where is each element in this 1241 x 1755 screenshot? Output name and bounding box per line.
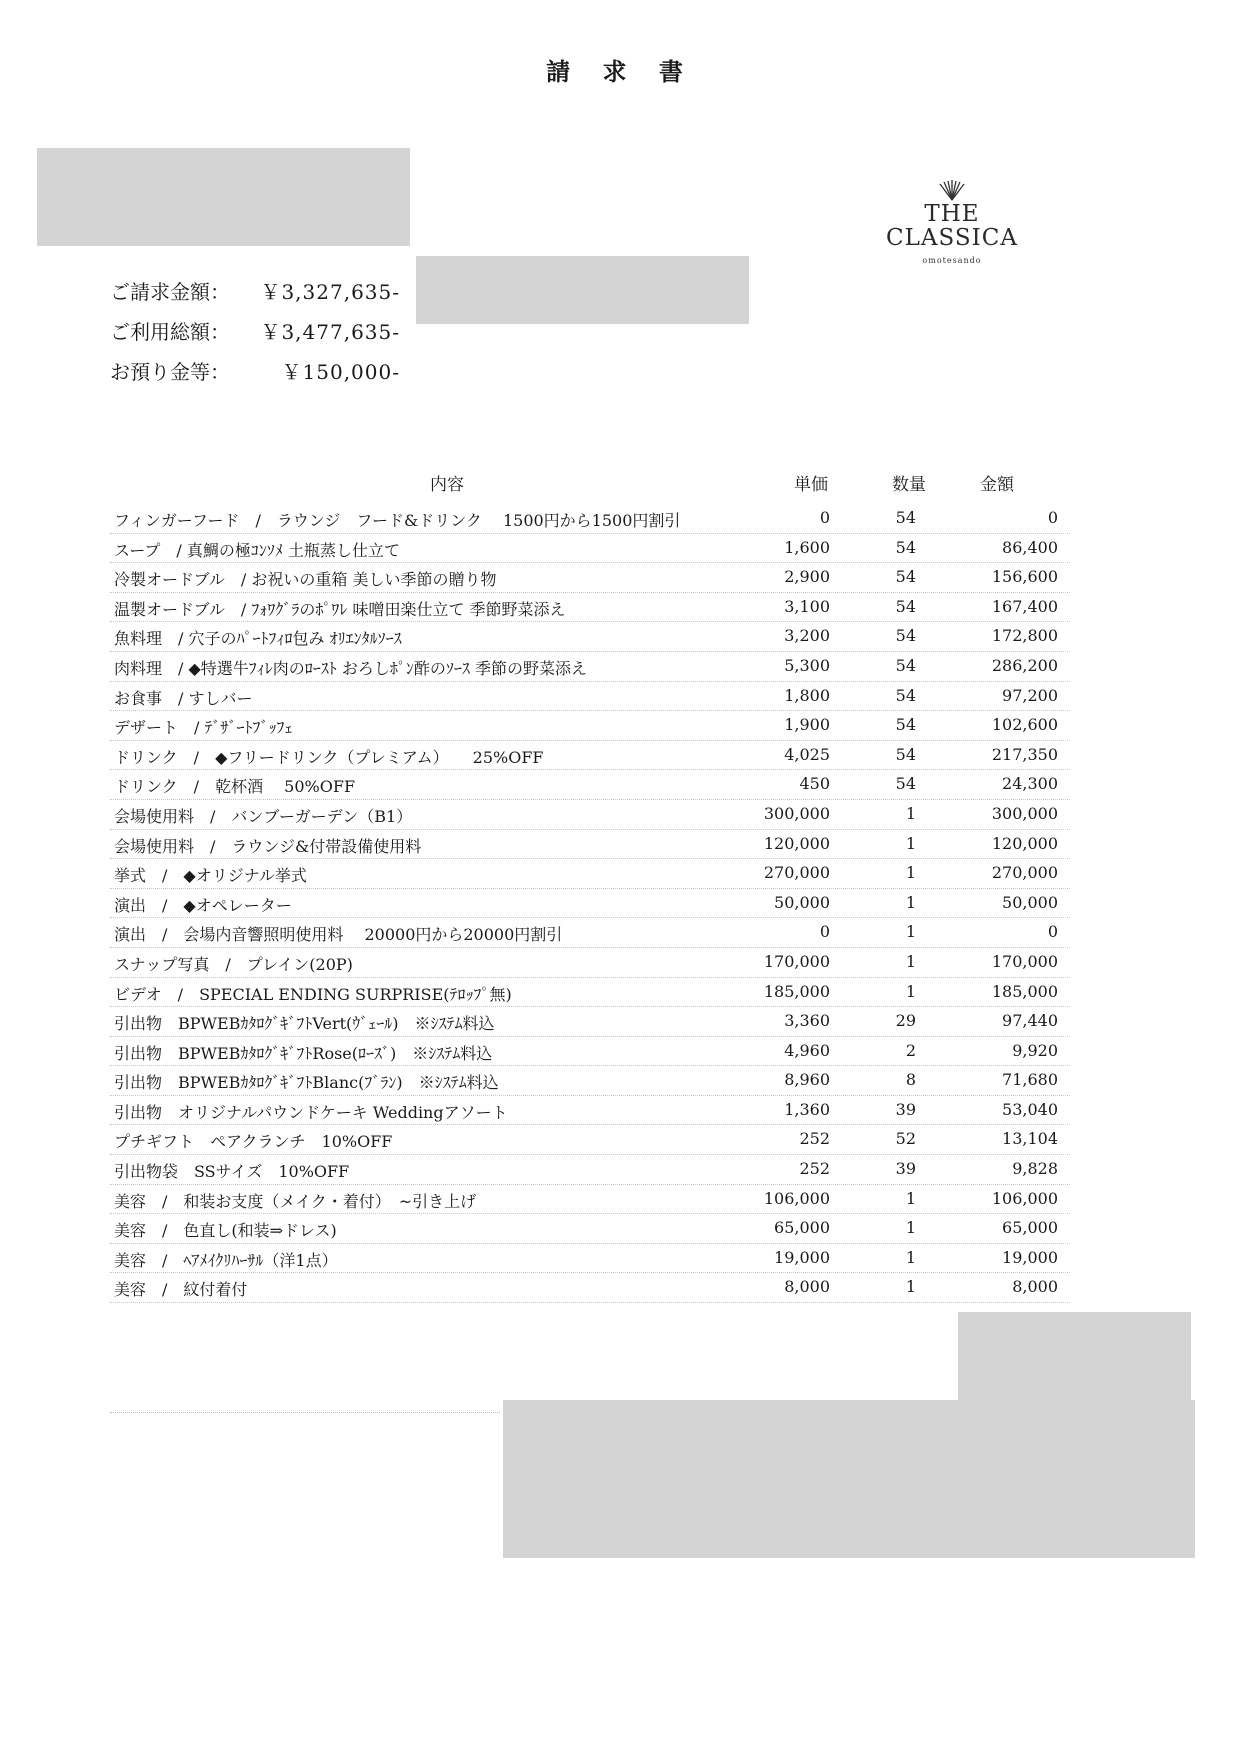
cell-qty: 1 (905, 863, 916, 883)
cell-desc: 美容 / 紋付着付 (114, 1280, 248, 1300)
cell-price: 3,360 (784, 1011, 830, 1031)
cell-desc: ビデオ / SPECIAL ENDING SURPRISE(ﾃﾛｯﾌﾟ無) (114, 984, 512, 1004)
summary-value: ￥150,000- (281, 360, 400, 384)
redacted-block (416, 256, 749, 324)
cell-desc: 引出物 オリジナルパウンドケーキ Weddingアソート (114, 1102, 508, 1122)
cell-price: 300,000 (763, 803, 830, 823)
line-items-table (110, 468, 1070, 1303)
cell-price: 4,025 (784, 744, 830, 764)
cell-qty: 1 (905, 951, 916, 971)
cell-amount: 120,000 (991, 833, 1058, 853)
cell-price: 185,000 (763, 981, 830, 1001)
header-desc: 内容 (430, 475, 464, 495)
table-row (110, 1096, 1070, 1126)
cell-price: 5,300 (784, 655, 830, 675)
table-row (110, 1244, 1070, 1274)
cell-price: 3,200 (784, 626, 830, 646)
summary-label: お預り金等： (110, 360, 230, 384)
cell-amount: 50,000 (1002, 892, 1058, 912)
table-row (110, 1185, 1070, 1215)
cell-qty: 1 (905, 833, 916, 853)
table-row (110, 563, 1070, 593)
cell-desc: スープ / 真鯛の極ｺﾝｿﾒ 土瓶蒸し仕立て (114, 540, 400, 560)
cell-price: 252 (799, 1159, 830, 1179)
table-header (110, 468, 1070, 504)
cell-desc: 引出物袋 SSサイズ 10%OFF (114, 1162, 350, 1182)
cell-qty: 8 (905, 1070, 916, 1090)
table-row (110, 770, 1070, 800)
cell-qty: 1 (905, 1188, 916, 1208)
cell-price: 170,000 (763, 951, 830, 971)
cell-amount: 300,000 (991, 803, 1058, 823)
cell-qty: 1 (905, 892, 916, 912)
cell-price: 252 (799, 1129, 830, 1149)
summary-deposit (110, 350, 400, 390)
cell-amount: 8,000 (1012, 1277, 1058, 1297)
cell-qty: 29 (895, 1011, 916, 1031)
cell-amount: 185,000 (991, 981, 1058, 1001)
cell-amount: 86,400 (1002, 537, 1058, 557)
cell-amount: 13,104 (1002, 1129, 1058, 1149)
cell-price: 8,000 (784, 1277, 830, 1297)
cell-amount: 102,600 (991, 715, 1058, 735)
cell-price: 1,900 (784, 715, 830, 735)
table-row (110, 859, 1070, 889)
table-row (110, 918, 1070, 948)
table-row (110, 978, 1070, 1008)
cell-desc: 引出物 BPWEBｶﾀﾛｸﾞｷﾞﾌﾄBlanc(ﾌﾞﾗﾝ) ※ｼｽﾃﾑ料込 (114, 1073, 499, 1093)
cell-qty: 1 (905, 1277, 916, 1297)
cell-amount: 217,350 (991, 744, 1058, 764)
cell-desc: 会場使用料 / ラウンジ&付帯設備使用料 (114, 836, 422, 856)
cell-desc: 演出 / 会場内音響照明使用料 20000円から20000円割引 (114, 925, 563, 945)
cell-price: 2,900 (784, 567, 830, 587)
cell-amount: 167,400 (991, 596, 1058, 616)
cell-amount: 0 (1047, 922, 1058, 942)
cell-price: 450 (799, 774, 830, 794)
cell-desc: 冷製オードブル / お祝いの重箱 美しい季節の贈り物 (114, 570, 497, 590)
cell-price: 0 (819, 508, 830, 527)
table-row (110, 593, 1070, 623)
cell-desc: 魚料理 / 穴子のﾊﾟｰﾄﾌｨﾛ包み ｵﾘｴﾝﾀﾙｿｰｽ (114, 629, 402, 649)
cell-qty: 1 (905, 803, 916, 823)
logo-line-location: omotesando (922, 256, 982, 265)
cell-amount: 286,200 (991, 655, 1058, 675)
cell-qty: 1 (905, 1247, 916, 1267)
summary-label: ご利用総額： (110, 320, 230, 344)
cell-desc: スナップ写真 / プレイン(20P) (114, 954, 353, 974)
cell-qty: 54 (895, 537, 916, 557)
cell-desc: 挙式 / ◆オリジナル挙式 (114, 866, 307, 886)
summary-billing-amount (110, 270, 400, 310)
cell-amount: 170,000 (991, 951, 1058, 971)
table-row (110, 741, 1070, 771)
cell-qty: 39 (895, 1099, 916, 1119)
cell-price: 50,000 (774, 892, 830, 912)
summary-value: ￥3,477,635- (260, 320, 400, 344)
cell-qty: 54 (895, 685, 916, 705)
cell-desc: 温製オードブル / ﾌｫﾜｸﾞﾗのﾎﾟﾜﾚ 味噌田楽仕立て 季節野菜添え (114, 599, 566, 619)
logo-line-classica: CLASSICA (886, 225, 1018, 251)
table-row (110, 800, 1070, 830)
cell-desc: 会場使用料 / バンブーガーデン（B1） (114, 806, 413, 826)
summary-label: ご請求金額： (110, 280, 230, 304)
table-row (110, 1214, 1070, 1244)
redacted-block (37, 148, 410, 246)
cell-qty: 39 (895, 1159, 916, 1179)
venue-logo (872, 180, 1032, 265)
cell-qty: 54 (895, 596, 916, 616)
header-price: 単価 (794, 475, 828, 495)
cell-desc: プチギフト ペアクランチ 10%OFF (114, 1132, 393, 1152)
summary-total-usage (110, 310, 400, 350)
cell-amount: 97,440 (1002, 1011, 1058, 1031)
cell-amount: 9,828 (1012, 1159, 1058, 1179)
cell-amount: 9,920 (1012, 1040, 1058, 1060)
cell-desc: ドリンク / 乾杯酒 50%OFF (114, 777, 356, 797)
table-row (110, 948, 1070, 978)
table-row (110, 1155, 1070, 1185)
cell-price: 1,800 (784, 685, 830, 705)
cell-price: 65,000 (774, 1218, 830, 1238)
table-body (110, 504, 1070, 1303)
cell-desc: 肉料理 / ◆特選牛ﾌｨﾚ肉のﾛｰｽﾄ おろしﾎﾟﾝ酢のｿｰｽ 季節の野菜添え (114, 658, 587, 678)
cell-price: 4,960 (784, 1040, 830, 1060)
cell-amount: 106,000 (991, 1188, 1058, 1208)
cell-qty: 54 (895, 626, 916, 646)
cell-desc: フィンガーフード / ラウンジ フード&ドリンク 1500円から1500円割引 (114, 511, 681, 530)
cell-qty: 54 (895, 655, 916, 675)
cell-qty: 54 (895, 774, 916, 794)
cell-qty: 1 (905, 981, 916, 1001)
cell-price: 3,100 (784, 596, 830, 616)
cell-qty: 1 (905, 922, 916, 942)
cell-amount: 97,200 (1002, 685, 1058, 705)
table-row (110, 504, 1070, 534)
cell-price: 0 (819, 922, 830, 942)
table-row (110, 1125, 1070, 1155)
cell-desc: 美容 / 和装お支度（メイク・着付） ~引き上げ (114, 1191, 477, 1211)
table-row (110, 1007, 1070, 1037)
cell-desc: 美容 / 色直し(和装⇒ドレス) (114, 1221, 337, 1241)
cell-qty: 2 (905, 1040, 916, 1060)
cell-amount: 53,040 (1002, 1099, 1058, 1119)
fan-icon (932, 180, 972, 202)
header-qty: 数量 (892, 475, 926, 495)
cell-qty: 1 (905, 1218, 916, 1238)
cell-price: 19,000 (774, 1247, 830, 1267)
logo-line-the: THE (924, 201, 980, 227)
table-row (110, 889, 1070, 919)
cell-amount: 19,000 (1002, 1247, 1058, 1267)
cell-price: 120,000 (763, 833, 830, 853)
cell-desc: 引出物 BPWEBｶﾀﾛｸﾞｷﾞﾌﾄRose(ﾛｰｽﾞ) ※ｼｽﾃﾑ料込 (114, 1043, 493, 1063)
cell-desc: ドリンク / ◆フリードリンク（プレミアム） 25%OFF (114, 747, 544, 767)
cell-qty: 54 (895, 508, 916, 527)
document-title: 請 求 書 (546, 57, 695, 86)
cell-amount: 270,000 (991, 863, 1058, 883)
table-row (110, 652, 1070, 682)
table-row (110, 1037, 1070, 1067)
redacted-block (958, 1312, 1191, 1404)
cell-amount: 65,000 (1002, 1218, 1058, 1238)
cell-amount: 71,680 (1002, 1070, 1058, 1090)
cell-desc: お食事 / すしバー (114, 688, 253, 708)
redacted-block (503, 1400, 1195, 1558)
cell-price: 270,000 (763, 863, 830, 883)
table-row (110, 534, 1070, 564)
cell-qty: 54 (895, 715, 916, 735)
summary-value: ￥3,327,635- (260, 280, 400, 304)
cell-qty: 54 (895, 744, 916, 764)
cell-price: 1,360 (784, 1099, 830, 1119)
header-amount: 金額 (980, 475, 1014, 495)
cell-price: 8,960 (784, 1070, 830, 1090)
cell-amount: 0 (1047, 508, 1058, 527)
cell-qty: 54 (895, 567, 916, 587)
cell-amount: 24,300 (1002, 774, 1058, 794)
cell-desc: 美容 / ﾍｱﾒｲｸﾘﾊｰｻﾙ（洋1点） (114, 1250, 338, 1270)
table-row (110, 1273, 1070, 1303)
cell-price: 106,000 (763, 1188, 830, 1208)
divider (110, 1412, 500, 1413)
cell-desc: 引出物 BPWEBｶﾀﾛｸﾞｷﾞﾌﾄVert(ｳﾞｪｰﾙ) ※ｼｽﾃﾑ料込 (114, 1014, 495, 1034)
table-row (110, 1066, 1070, 1096)
table-row (110, 682, 1070, 712)
cell-price: 1,600 (784, 537, 830, 557)
cell-qty: 52 (895, 1129, 916, 1149)
cell-amount: 156,600 (991, 567, 1058, 587)
cell-amount: 172,800 (991, 626, 1058, 646)
table-row (110, 830, 1070, 860)
cell-desc: 演出 / ◆オペレーター (114, 895, 292, 915)
table-row (110, 622, 1070, 652)
invoice-summary (110, 270, 400, 390)
cell-desc: デザート / ﾃﾞｻﾞｰﾄﾌﾞｯﾌｪ (114, 718, 293, 738)
table-row (110, 711, 1070, 741)
